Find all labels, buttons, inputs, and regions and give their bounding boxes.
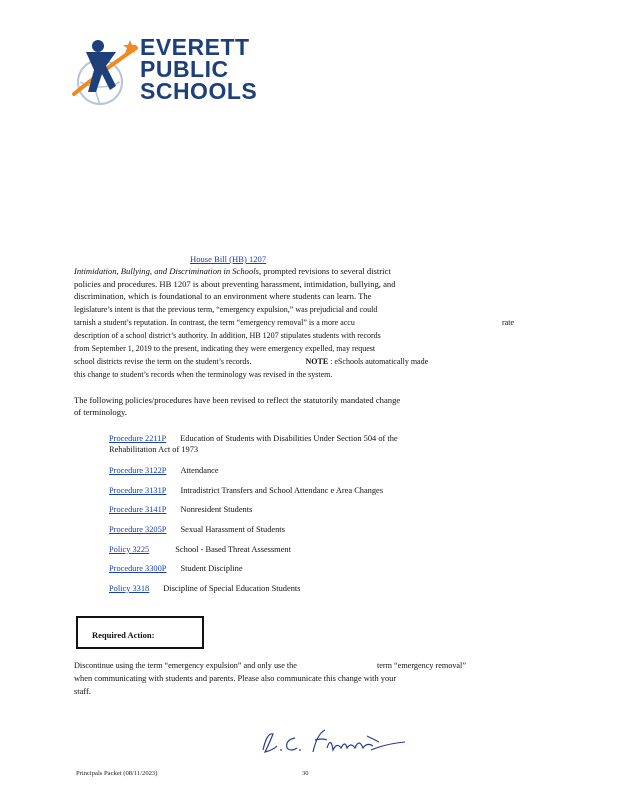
policy-3225-link[interactable]: Policy 3225: [109, 545, 150, 554]
logo-mark-icon: [70, 36, 140, 112]
procedure-3205p-link[interactable]: Procedure 3205P: [109, 525, 167, 534]
intro-line-1: Intimidation, Bullying, and Discrimination in Schools, prompted revisions to several district: [74, 266, 391, 276]
required-action-box: [76, 616, 204, 649]
logo-line-1: EVERETT: [140, 34, 250, 60]
list-item: Procedure 3300P Student Discipline: [109, 564, 243, 573]
note-label: NOTE: [305, 357, 329, 366]
procedure-3131p-link[interactable]: Procedure 3131P: [109, 486, 167, 495]
procedure-2211p-link[interactable]: Procedure 2211P: [109, 434, 167, 443]
list-item-continuation: Rehabilitation Act of 1973: [109, 445, 199, 454]
page-number: 30: [302, 770, 309, 777]
policies-intro-line-1: The following policies/procedures have been revised to reflect the statutorily mandated change: [74, 395, 401, 405]
list-item: Policy 3225 School - Based Threat Assessment: [109, 545, 291, 554]
footer-left: Principals Packet (08/11/2023): [76, 770, 158, 777]
logo-line-3: SCHOOLS: [140, 78, 258, 104]
intro-line-4: legislature’s intent is that the previous term, “emergency expulsion,” was prejudicial and could: [74, 305, 378, 314]
required-action-line-3: staff.: [74, 687, 91, 696]
intro-line-9: this change to student’s records when the terminology was revised in the system.: [74, 370, 333, 379]
intro-line-2: policies and procedures. HB 1207 is about preventing harassment, intimidation, bullying, and: [74, 279, 396, 289]
policies-intro-line-2: of terminology.: [74, 407, 127, 417]
signature-icon: [255, 724, 415, 760]
required-action-line-1: Discontinue using the term “emergency expulsion” and only use the term “emergency removal”: [74, 661, 466, 670]
list-item: Procedure 3122P Attendance: [109, 466, 219, 475]
intro-line-6: description of a school district’s authority. In addition, HB 1207 stipulates students with records: [74, 331, 381, 340]
list-item: Procedure 3131P Intradistrict Transfers and School Attendanc e Area Changes: [109, 486, 384, 495]
list-item: Procedure 2211P Education of Students with Disabilities Under Section 504 of the: [109, 434, 398, 443]
hb1207-link[interactable]: House Bill (HB) 1207: [190, 254, 267, 264]
required-action-line-2: when communicating with students and parents. Please also communicate this change with your: [74, 674, 397, 683]
intro-line-3: discrimination, which is foundational to an environment where students can learn. The: [74, 291, 372, 301]
bill-title: Intimidation, Bullying, and Discrimination in Schools: [74, 266, 259, 276]
logo-line-2: PUBLIC: [140, 56, 229, 82]
procedure-3141p-link[interactable]: Procedure 3141P: [109, 505, 167, 514]
procedure-3122p-link[interactable]: Procedure 3122P: [109, 466, 167, 475]
intro-line-5: tarnish a student’s reputation. In contrast, the term “emergency removal” is a more accu rate: [74, 318, 514, 327]
procedure-3300p-link[interactable]: Procedure 3300P: [109, 564, 167, 573]
list-item: Procedure 3205P Sexual Harassment of Students: [109, 525, 285, 534]
district-logo: [70, 36, 260, 112]
intro-line-7: from September 1, 2019 to the present, indicating they were emergency expelled, may request: [74, 344, 376, 353]
required-action-label: Required Action:: [92, 630, 155, 640]
policy-3318-link[interactable]: Policy 3318: [109, 584, 150, 593]
intro-line-8: school districts revise the term on the student’s records. NOTE : eSchools automatically made: [74, 357, 429, 366]
list-item: Policy 3318 Discipline of Special Education Students: [109, 584, 301, 593]
list-item: Procedure 3141P Nonresident Students: [109, 505, 253, 514]
